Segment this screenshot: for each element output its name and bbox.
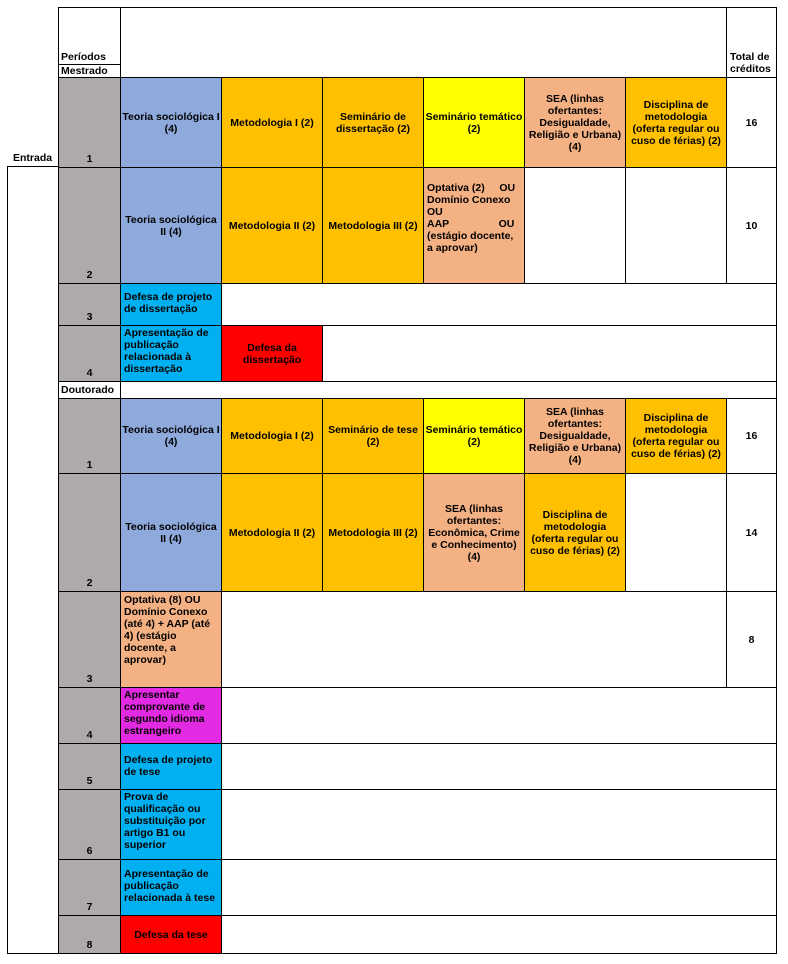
mestrado-period-3 — [58, 283, 121, 326]
doutorado-p2-total: 14 — [726, 473, 777, 592]
entrada-label: Entrada — [13, 152, 53, 164]
doutorado-p1-total: 16 — [726, 398, 777, 474]
period-number: 7 — [86, 901, 93, 913]
doutorado-period-4 — [58, 687, 121, 744]
period-number: 1 — [86, 153, 93, 165]
mestrado-p1-total: 16 — [726, 77, 777, 168]
doutorado-p8-defesa-tese: Defesa da tese — [120, 915, 222, 954]
doutorado-p7-empty — [221, 859, 777, 916]
total-creditos-header: Total de créditos — [730, 51, 771, 75]
optativa-line: Optativa (2) OU — [427, 182, 516, 194]
mestrado-p4-defesa-dissertacao: Defesa da dissertação — [221, 325, 323, 382]
mestrado-p3-empty — [221, 283, 777, 326]
mestrado-p2-empty-b — [625, 167, 727, 284]
mestrado-p1-seminario-dissertacao: Seminário de dissertação (2) — [322, 77, 424, 168]
optativa-line: Domínio Conexo — [427, 194, 511, 206]
period-number: 1 — [86, 459, 93, 471]
mestrado-p1-disciplina-metodologia: Disciplina de metodologia (oferta regular ou cuso de férias) (2) — [625, 77, 727, 168]
entrada-bracket-left — [7, 166, 8, 954]
doutorado-period-1 — [58, 398, 121, 474]
mestrado-period-4 — [58, 325, 121, 382]
optativa-line: AAP OU — [427, 218, 515, 230]
mestrado-p2-total: 10 — [726, 167, 777, 284]
period-number: 4 — [86, 367, 93, 379]
entrada-bracket-top — [7, 166, 59, 167]
mestrado-p2-metodologia-ii: Metodologia II (2) — [221, 167, 323, 284]
period-number: 2 — [86, 269, 93, 281]
doutorado-p1-sea: SEA (linhas ofertantes: Desigualdade, Religião e Urbana) (4) — [524, 398, 626, 474]
doutorado-period-6 — [58, 789, 121, 860]
mestrado-p2-optativa — [423, 167, 525, 284]
doutorado-p1-teoria-i: Teoria sociológica I (4) — [120, 398, 222, 474]
periodos-label: Períodos — [61, 51, 106, 63]
period-number: 8 — [86, 939, 93, 951]
mestrado-period-2 — [58, 167, 121, 284]
doutorado-p3-total: 8 — [726, 591, 777, 688]
mestrado-p1-teoria-i: Teoria sociológica I (4) — [120, 77, 222, 168]
period-number: 5 — [86, 775, 93, 787]
doutorado-p2-sea: SEA (linhas ofertantes: Econômica, Crime e Conhecimento) (4) — [423, 473, 525, 592]
period-number: 2 — [86, 577, 93, 589]
doutorado-p2-empty — [625, 473, 727, 592]
mestrado-p2-metodologia-iii: Metodologia III (2) — [322, 167, 424, 284]
doutorado-p5-defesa-projeto: Defesa de projeto de tese — [120, 743, 222, 790]
doutorado-p3-optativa: Optativa (8) OU Domínio Conexo (até 4) + AAP (até 4) (estágio docente, a aprovar) — [120, 591, 222, 688]
header-divider-right — [726, 7, 727, 77]
period-number: 6 — [86, 845, 93, 857]
mestrado-p2-teoria-ii: Teoria sociológica II (4) — [120, 167, 222, 284]
mestrado-period-1 — [58, 77, 121, 168]
doutorado-p2-metodologia-iii: Metodologia III (2) — [322, 473, 424, 592]
optativa-line: (estágio docente, — [427, 230, 514, 242]
period-number: 3 — [86, 673, 93, 685]
doutorado-period-7 — [58, 859, 121, 916]
doutorado-p2-metodologia-ii: Metodologia II (2) — [221, 473, 323, 592]
doutorado-period-2 — [58, 473, 121, 592]
doutorado-p4-empty — [221, 687, 777, 744]
frame-top-border — [58, 7, 777, 8]
doutorado-label: Doutorado — [61, 384, 115, 396]
mestrado-p4-apresentacao-publicacao: Apresentação de publicação relacionada à dissertação — [120, 325, 222, 382]
period-number: 4 — [86, 729, 93, 741]
doutorado-p6-prova-qualificacao: Prova de qualificação ou substituição por artigo B1 ou superior — [120, 789, 222, 860]
period-number: 3 — [86, 311, 93, 323]
doutorado-p1-seminario-tematico: Seminário temático (2) — [423, 398, 525, 474]
header-divider-left — [120, 7, 121, 77]
doutorado-period-3 — [58, 591, 121, 688]
mestrado-label: Mestrado — [61, 65, 108, 77]
optativa-line: a aprovar) — [427, 242, 478, 254]
doutorado-p6-empty — [221, 789, 777, 860]
mestrado-p3-defesa-projeto: Defesa de projeto de dissertação — [120, 283, 222, 326]
doutorado-p3-empty — [221, 591, 727, 688]
doutorado-p2-disciplina-metodologia: Disciplina de metodologia (oferta regular ou cuso de férias) (2) — [524, 473, 626, 592]
mestrado-p4-empty — [322, 325, 777, 382]
doutorado-p1-disciplina-metodologia: Disciplina de metodologia (oferta regular ou cuso de férias) (2) — [625, 398, 727, 474]
doutorado-p2-teoria-ii: Teoria sociológica II (4) — [120, 473, 222, 592]
doutorado-p1-seminario-tese: Seminário de tese (2) — [322, 398, 424, 474]
mestrado-p1-sea: SEA (linhas ofertantes: Desigualdade, Religião e Urbana) (4) — [524, 77, 626, 168]
doutorado-period-5 — [58, 743, 121, 790]
doutorado-p7-apresentacao-publicacao: Apresentação de publicação relacionada à tese — [120, 859, 222, 916]
optativa-line: OU — [427, 206, 443, 218]
doutorado-p1-metodologia-i: Metodologia I (2) — [221, 398, 323, 474]
doutorado-p8-empty — [221, 915, 777, 954]
mestrado-p1-seminario-tematico: Seminário temático (2) — [423, 77, 525, 168]
doutorado-label-spacer — [120, 381, 777, 399]
doutorado-period-8 — [58, 915, 121, 954]
doutorado-p5-empty — [221, 743, 777, 790]
doutorado-label-cell — [58, 381, 121, 399]
mestrado-p1-metodologia-i: Metodologia I (2) — [221, 77, 323, 168]
mestrado-p2-empty-a — [524, 167, 626, 284]
doutorado-p4-segundo-idioma: Apresentar comprovante de segundo idioma estrangeiro — [120, 687, 222, 744]
